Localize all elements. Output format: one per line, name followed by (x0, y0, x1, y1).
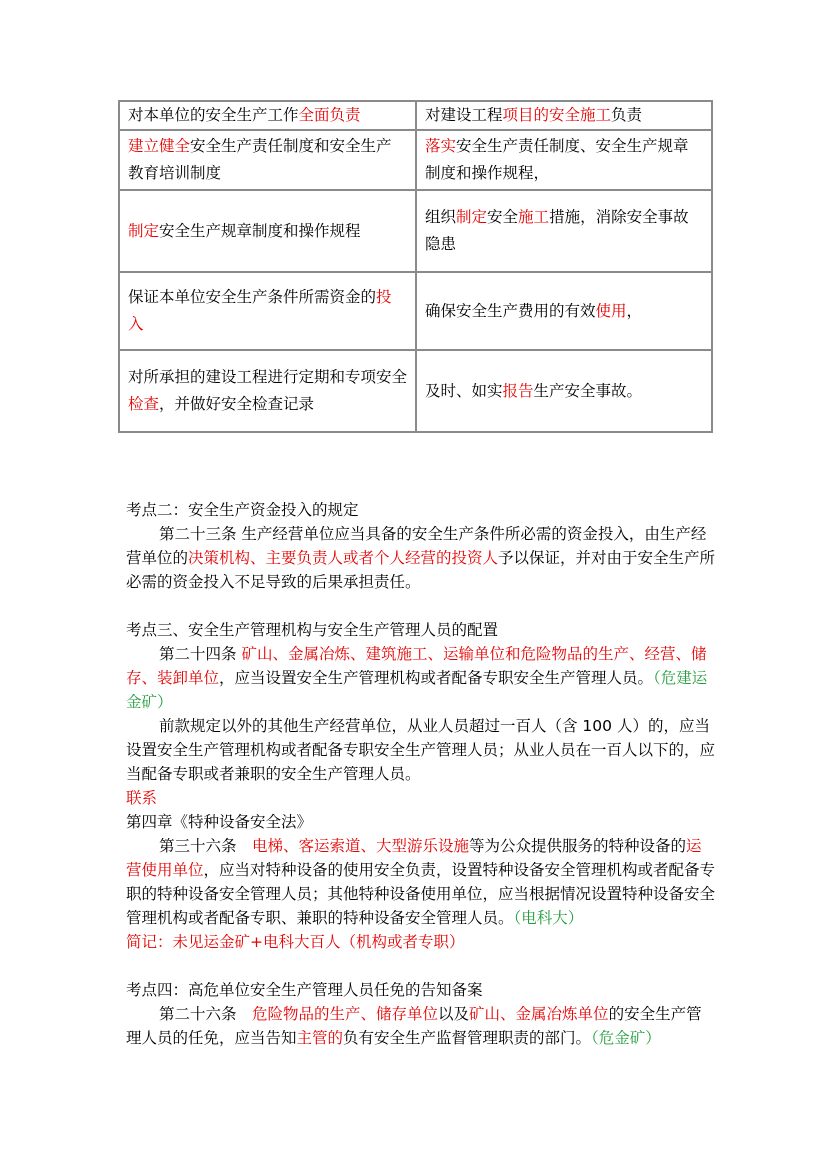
table-row (119, 350, 712, 432)
mnemonic-text: （电科大） (513, 909, 584, 927)
article-paragraph (126, 714, 716, 786)
text-run: ，并做好安全检查记录 (159, 395, 315, 413)
text-run: 考点三、安全生产管理机构与安全生产管理人员的配置 (126, 621, 499, 639)
highlight-text: 矿山、金属冶炼单位 (469, 1005, 609, 1023)
mnemonic-text: （危建运金矿） (126, 669, 708, 711)
text-run: 等为公众提供服务的特种设备的 (469, 837, 687, 855)
heading-line (126, 498, 716, 522)
text-run: 第三十六条 (159, 837, 253, 855)
highlight-text: 运营使用单位 (126, 837, 702, 879)
text-run: 措施，消除安全事故隐患 (425, 208, 689, 253)
unit-duty-cell (119, 130, 416, 190)
highlight-text: 投入 (128, 288, 392, 333)
article-paragraph (126, 642, 716, 714)
project-duty-cell (416, 272, 712, 350)
unit-duty-cell (119, 350, 416, 432)
highlight-text: 使用 (595, 301, 627, 320)
project-duty-cell (416, 101, 712, 130)
table-row (119, 272, 712, 350)
text-run: 第二十四条 (159, 645, 242, 663)
text-run: 安全生产责任制度、安全生产规章制度和操作规程， (425, 137, 689, 182)
text-run: 的安全生产管理人员的任免，应当告知 (126, 1005, 702, 1047)
text-run: 对建设工程 (425, 106, 503, 124)
blank-line (126, 594, 716, 618)
highlight-text: 简记：未见运金矿+电科大百人（机构或者专职） (126, 933, 465, 951)
article-paragraph (126, 1002, 716, 1050)
text-run: 组织 (425, 208, 457, 226)
highlight-text: 施工 (518, 208, 550, 226)
text-run: 第二十三条 生产经营单位应当具备的安全生产条件所必需的资金投入，由生产经营单位的 (126, 525, 707, 567)
highlight-text: 制定 (128, 221, 160, 240)
text-run: 安全生产规章制度和操作规程 (159, 221, 361, 240)
table-row (119, 190, 712, 272)
text-run: 前款规定以外的其他生产经营单位，从业人员超过一百人（含 100 人）的，应当设置安全生产管理机构或者配备专职安全生产管理人员；从业人员在一百人以下的，应当配备专职或者兼职的安全生产管理人员。 (126, 717, 716, 783)
text-run: 第四章《特种设备安全法》 (126, 813, 313, 831)
text-run: 对本单位的安全生产工作 (128, 106, 299, 124)
unit-duty-cell (119, 190, 416, 272)
text-run: 第二十六条 (159, 1005, 253, 1023)
responsibility-table (118, 100, 713, 433)
article-paragraph (126, 834, 716, 930)
text-run: 安全 (487, 208, 519, 226)
unit-duty-cell (119, 101, 416, 130)
table-body (119, 101, 712, 432)
highlight-text: 报告 (502, 381, 534, 400)
project-duty-cell (416, 350, 712, 432)
text-run: 负责 (611, 106, 643, 124)
text-run: 安全生产责任制度和安全生产教育培训制度 (128, 137, 392, 182)
heading-line (126, 930, 716, 954)
text-run: 负有安全生产监督管理职责的部门。 (343, 1029, 592, 1047)
text-run: ，应当设置安全生产管理机构或者配备专职安全生产管理人员。 (219, 669, 654, 687)
heading-line (126, 978, 716, 1002)
text-run: ， (626, 301, 643, 320)
highlight-text: 电梯、客运索道、大型游乐设施 (252, 837, 470, 855)
article-paragraph (126, 522, 716, 594)
document-body (126, 498, 716, 1050)
highlight-text: 全面负责 (298, 106, 361, 124)
text-run: 考点四：高危单位安全生产管理人员任免的告知备案 (126, 981, 483, 999)
table-row (119, 101, 712, 130)
heading-line (126, 618, 716, 642)
project-duty-cell (416, 190, 712, 272)
highlight-text: 制定 (456, 208, 488, 226)
table-row (119, 130, 712, 190)
highlight-text: 建立健全 (128, 137, 191, 155)
highlight-text: 联系 (126, 789, 158, 807)
text-run: ，应当对特种设备的使用安全负责，设置特种设备安全管理机构或者配备专职的特种设备安全管理人员；其他特种设备使用单位，应当根据情况设置特种设备安全管理机构或者配备专职、兼职的特种设备安全管理人员。 (126, 861, 716, 927)
text-run: 确保安全生产费用的有效 (425, 301, 596, 320)
highlight-text: 决策机构、主要负责人或者个人经营的投资人 (188, 549, 499, 567)
text-run: 生产安全事故。 (533, 381, 643, 400)
blank-line (126, 954, 716, 978)
text-run: 以及 (438, 1005, 470, 1023)
unit-duty-cell (119, 272, 416, 350)
heading-line (126, 786, 716, 810)
highlight-text: 检查 (128, 395, 160, 413)
highlight-text: 主管的 (296, 1029, 344, 1047)
mnemonic-text: （危金矿） (591, 1029, 661, 1047)
text-run: 予以保证，并对由于安全生产所必需的资金投入不足导致的后果承担责任。 (126, 549, 716, 591)
text-run: 保证本单位安全生产条件所需资金的 (128, 288, 377, 306)
project-duty-cell (416, 130, 712, 190)
text-run: 考点二：安全生产资金投入的规定 (126, 501, 359, 519)
highlight-text: 项目的安全施工 (502, 106, 612, 124)
heading-line (126, 810, 716, 834)
highlight-text: 矿山、金属冶炼、建筑施工、运输单位和危险物品的生产、经营、储存、装卸单位 (126, 645, 707, 687)
text-run: 及时、如实 (425, 381, 503, 400)
highlight-text: 危险物品的生产、储存单位 (252, 1005, 439, 1023)
highlight-text: 落实 (425, 137, 457, 155)
text-run: 对所承担的建设工程进行定期和专项安全 (128, 368, 408, 386)
